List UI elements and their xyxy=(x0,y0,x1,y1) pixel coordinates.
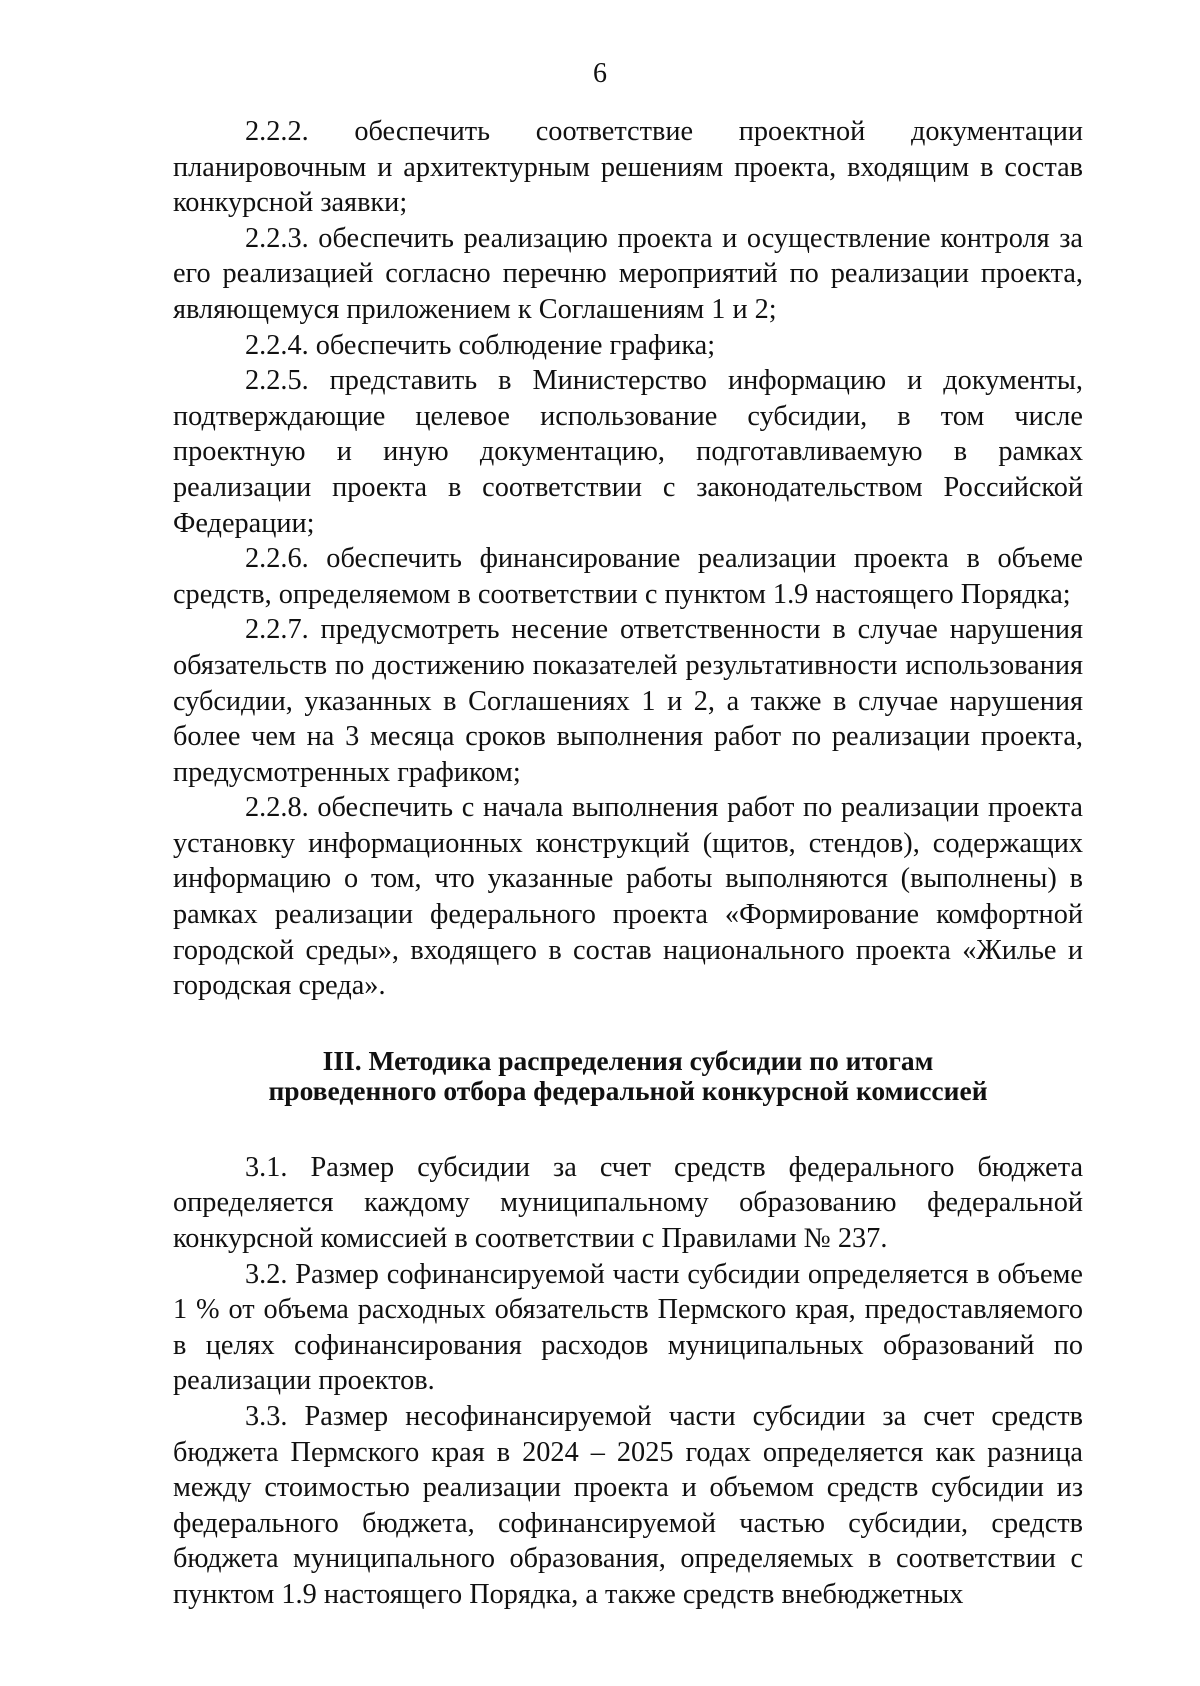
paragraph-2-2-5: 2.2.5. представить в Министерство информацию и документы, подтверждающие целевое использование субсидии, в том числе проектную и иную документацию, подготавливаемую в рамках реализации проекта в соответствии с законодательством Российской Федерации; xyxy=(173,365,1083,539)
section-heading-line-1: III. Методика распределения субсидии по итогам xyxy=(322,1044,934,1076)
page-number: 6 xyxy=(593,58,607,89)
paragraph-3-3: 3.3. Размер несофинансируемой части субсидии за счет средств бюджета Пермского края в 2024 – 2025 годах определяется как разница между стоимостью реализации проекта и объемом средств субсидии из федерального бюджета, софинансируемой частью субсидии, средств бюджета муниципального образования, определяемых в соответствии с пунктом 1.9 настоящего Порядка, а также средств внебюджетных xyxy=(173,1401,1083,1610)
paragraph-2-2-4: 2.2.4. обеспечить соблюдение графика; xyxy=(245,329,716,361)
section-heading-line-2: проведенного отбора федеральной конкурсной комиссией xyxy=(268,1074,988,1106)
paragraph-2-2-8: 2.2.8. обеспечить с начала выполнения работ по реализации проекта установку информационных конструкций (щитов, стендов), содержащих информацию о том, что указанные работы выполняются (выполнены) в рамках реализации федерального проекта «Формирование комфортной городской среды», входящего в состав национального проекта «Жилье и городская среда». xyxy=(173,792,1083,1002)
paragraph-3-1: 3.1. Размер субсидии за счет средств федерального бюджета определяется каждому муниципальному образованию федеральной конкурсной комиссией в соответствии с Правилами № 237. xyxy=(173,1151,1083,1255)
paragraph-2-2-6: 2.2.6. обеспечить финансирование реализации проекта в объеме средств, определяемом в соответствии с пунктом 1.9 настоящего Порядка; xyxy=(173,543,1083,610)
paragraph-2-2-3: 2.2.3. обеспечить реализацию проекта и осуществление контроля за его реализацией согласно перечню мероприятий по реализации проекта, являющемуся приложением к Соглашениям 1 и 2; xyxy=(173,222,1083,325)
paragraph-2-2-2: 2.2.2. обеспечить соответствие проектной документации планировочным и архитектурным решениям проекта, входящим в состав конкурсной заявки; xyxy=(173,116,1083,219)
paragraph-3-2: 3.2. Размер софинансируемой части субсидии определяется в объеме 1 % от объема расходных обязательств Пермского края, предоставляемого в целях софинансирования расходов муниципальных образований по реализации проектов. xyxy=(173,1258,1083,1397)
document-body xyxy=(173,114,1083,1613)
section-heading xyxy=(173,1046,1083,1106)
paragraph-2-2-7: 2.2.7. предусмотреть несение ответственности в случае нарушения обязательств по достижению показателей результативности использования субсидии, указанных в Соглашениях 1 и 2, а также в случае нарушения более чем на 3 месяца сроков выполнения работ по реализации проекта, предусмотренных графиком; xyxy=(173,614,1083,788)
